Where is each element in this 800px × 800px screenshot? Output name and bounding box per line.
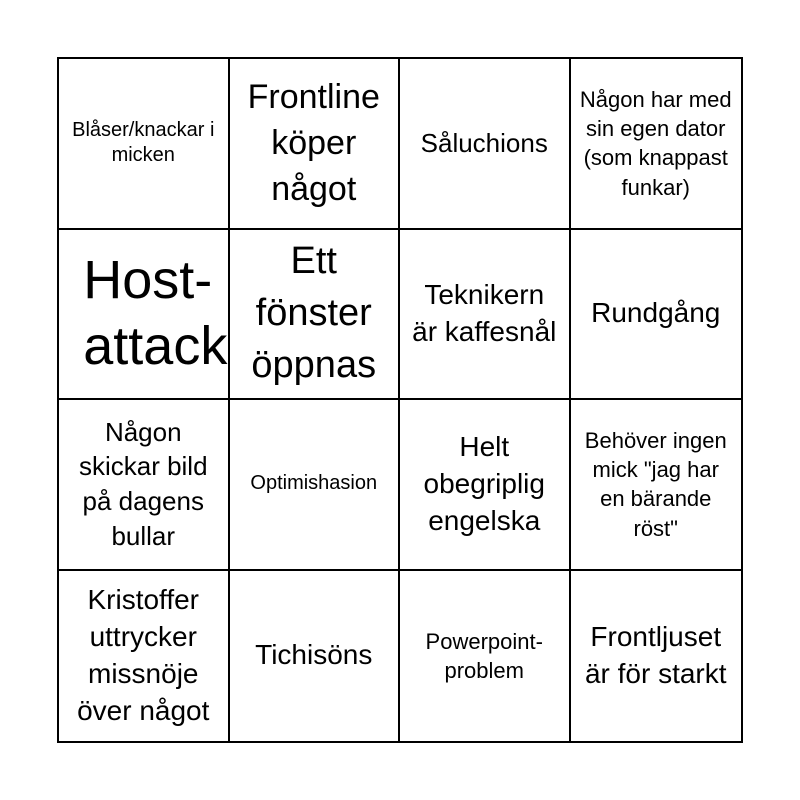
bingo-cell-14[interactable]	[230, 571, 401, 742]
bingo-cell-text: Någon skickar bild på dagens bullar	[78, 416, 208, 552]
bingo-board	[57, 57, 743, 743]
bingo-cell-2[interactable]	[230, 59, 401, 230]
bingo-cell-15[interactable]	[400, 571, 571, 742]
bingo-cell-6[interactable]	[230, 230, 401, 401]
bingo-cell-text: Rundgång	[591, 297, 721, 329]
bingo-cell-text: Teknikern är kaffesnål	[412, 278, 557, 347]
bingo-cell-text: Powerpoint-problem	[425, 628, 543, 683]
bingo-cell-text: Tichisöns	[255, 639, 373, 671]
bingo-cell-text: Ett fönster öppnas	[251, 240, 377, 386]
bingo-cell-5[interactable]	[59, 230, 230, 401]
bingo-cell-text: Såluchions	[420, 127, 548, 158]
bingo-cell-text: Frontljuset är för starkt	[584, 620, 727, 689]
bingo-cell-13[interactable]	[59, 571, 230, 742]
bingo-cell-text: Helt obegriplig engelska	[423, 430, 545, 536]
bingo-cell-12[interactable]	[571, 400, 742, 571]
bingo-cell-16[interactable]	[571, 571, 742, 742]
bingo-cell-text: Kristoffer uttrycker missnöje över något	[77, 583, 210, 726]
bingo-cell-8[interactable]	[571, 230, 742, 401]
bingo-cell-text: Optimishasion	[250, 472, 378, 495]
bingo-cell-11[interactable]	[400, 400, 571, 571]
bingo-cell-text: Behöver ingen mick "jag har en bärande röst"	[584, 427, 727, 541]
bingo-cell-3[interactable]	[400, 59, 571, 230]
bingo-cell-9[interactable]	[59, 400, 230, 571]
bingo-cell-text: Frontline köper något	[247, 77, 380, 209]
bingo-cell-4[interactable]	[571, 59, 742, 230]
bingo-cell-text: Blåser/knackar i micken	[72, 118, 215, 167]
bingo-cell-10[interactable]	[230, 400, 401, 571]
bingo-cell-1[interactable]	[59, 59, 230, 230]
bingo-cell-text: Någon har med sin egen dator (som knappast funkar)	[579, 86, 732, 200]
bingo-cell-7[interactable]	[400, 230, 571, 401]
bingo-cell-text: Host-attack	[83, 249, 228, 376]
